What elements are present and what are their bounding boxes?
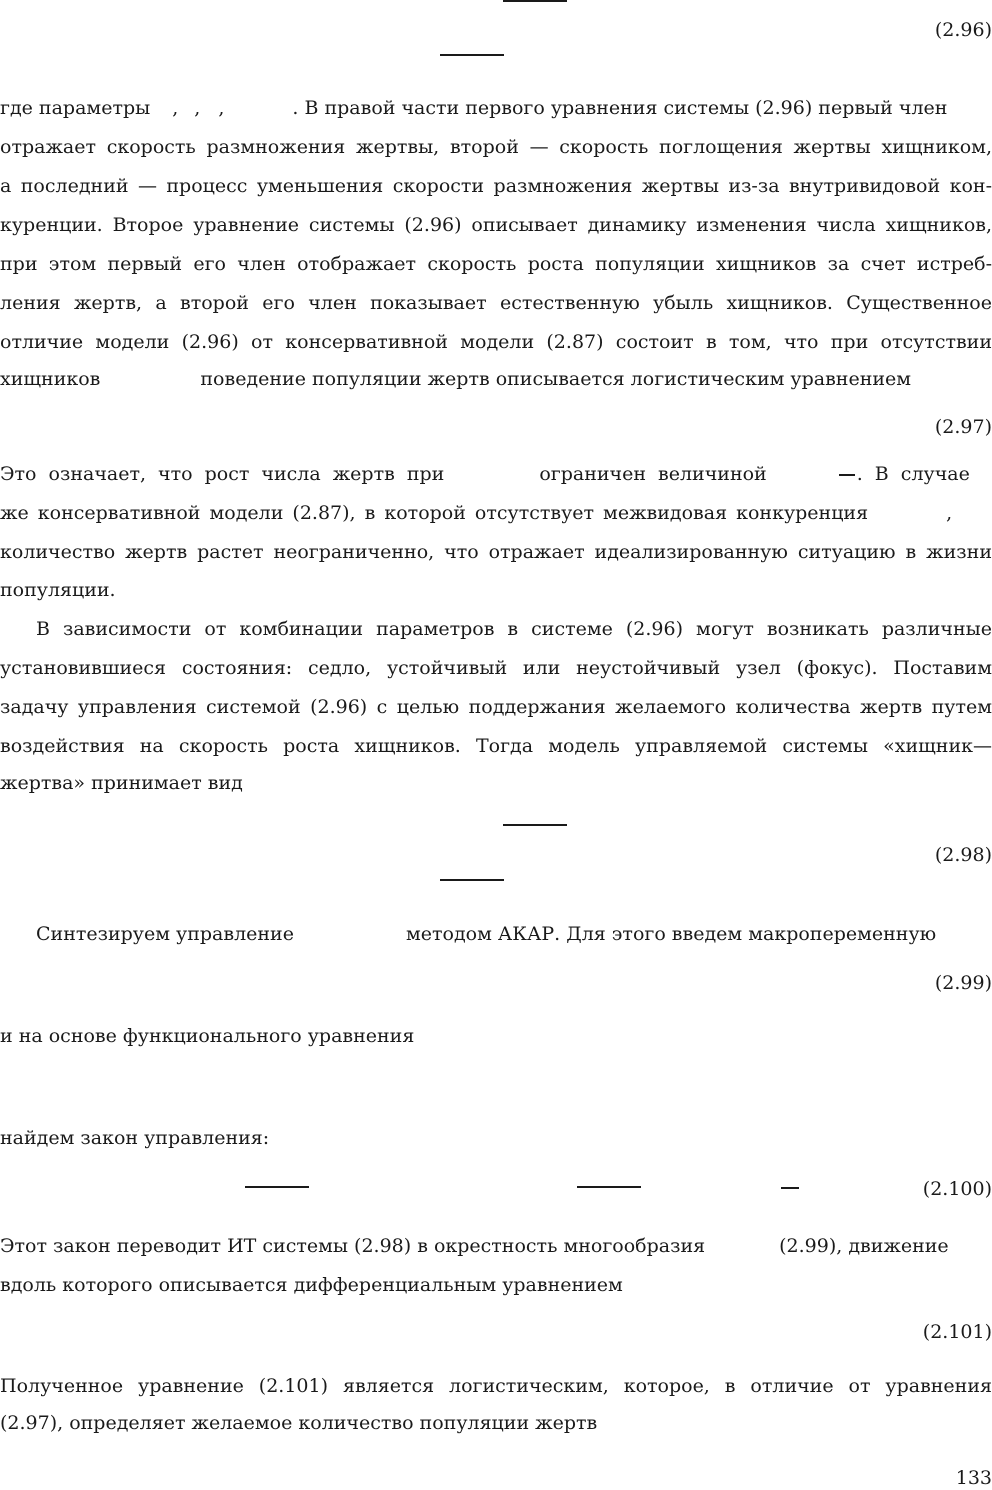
text-line: Это означает, что рост числа жертв при ограничен величиной . В случае	[0, 463, 970, 485]
fraction-bar	[503, 824, 567, 826]
text-line: (2.97), определяет желаемое количество популяции жертв	[0, 1412, 598, 1434]
equation-number-2-101: (2.101)	[922, 1321, 992, 1343]
text-line: найдем закон управления:	[0, 1127, 270, 1149]
text-line: жертва» принимает вид	[0, 772, 243, 794]
text-line: задачу управления системой (2.96) с целью поддержания желаемого количества жертв путем	[0, 696, 992, 718]
text-line: Этот закон переводит ИТ системы (2.98) в окрестность многообразия (2.99), движение	[0, 1235, 949, 1257]
text-line: вдоль которого описывается дифференциальным уравнением	[0, 1274, 623, 1296]
text-line: воздействия на скорость роста хищников. Тогда модель управляемой системы «хищник—	[0, 735, 992, 757]
fraction-bar	[440, 54, 504, 56]
text-line: В зависимости от комбинации параметров в системе (2.96) могут возникать различные	[36, 618, 992, 640]
text-line: количество жертв растет неограниченно, что отражает идеализированную ситуацию в жизни	[0, 541, 992, 563]
text-line: отличие модели (2.96) от консервативной модели (2.87) состоит в том, что при отсутствии	[0, 331, 992, 353]
text-line: при этом первый его член отображает скорость роста популяции хищников за счет истреб-	[0, 253, 992, 275]
text-line: хищников поведение популяции жертв описывается логистическим уравнением	[0, 368, 912, 390]
fraction-bar	[577, 1186, 641, 1188]
fraction-bar	[245, 1186, 309, 1188]
fraction-bar	[440, 879, 504, 881]
page-number: 133	[955, 1467, 992, 1489]
text-line: и на основе функционального уравнения	[0, 1025, 415, 1047]
text-line: куренции. Второе уравнение системы (2.96) описывает динамику изменения числа хищников,	[0, 214, 992, 236]
text-line: а последний — процесс уменьшения скорости размножения жертвы из-за внутривидовой кон-	[0, 175, 992, 197]
text-line: где параметры , , , . В правой части первого уравнения системы (2.96) первый член	[0, 97, 948, 119]
fraction-bar	[503, 0, 567, 2]
equation-number-2-97: (2.97)	[934, 416, 992, 438]
text-line: Полученное уравнение (2.101) является логистическим, которое, в отличие от уравнения	[0, 1375, 992, 1397]
text-line: Синтезируем управление методом АКАР. Для этого введем макропеременную	[36, 923, 937, 945]
equation-number-2-99: (2.99)	[934, 972, 992, 994]
equation-number-2-96: (2.96)	[934, 19, 992, 41]
equation-number-2-100: (2.100)	[922, 1178, 992, 1200]
text-line: популяции.	[0, 579, 116, 601]
minus-sign	[781, 1187, 799, 1189]
equation-number-2-98: (2.98)	[934, 844, 992, 866]
text-line: же консервативной модели (2.87), в которой отсутствует межвидовая конкуренция ,	[0, 502, 953, 524]
text-line: установившиеся состояния: седло, устойчивый или неустойчивый узел (фокус). Поставим	[0, 657, 992, 679]
text-line: отражает скорость размножения жертвы, второй — скорость поглощения жертвы хищником,	[0, 136, 992, 158]
text-line: ления жертв, а второй его член показывает естественную убыль хищников. Существенное	[0, 292, 992, 314]
